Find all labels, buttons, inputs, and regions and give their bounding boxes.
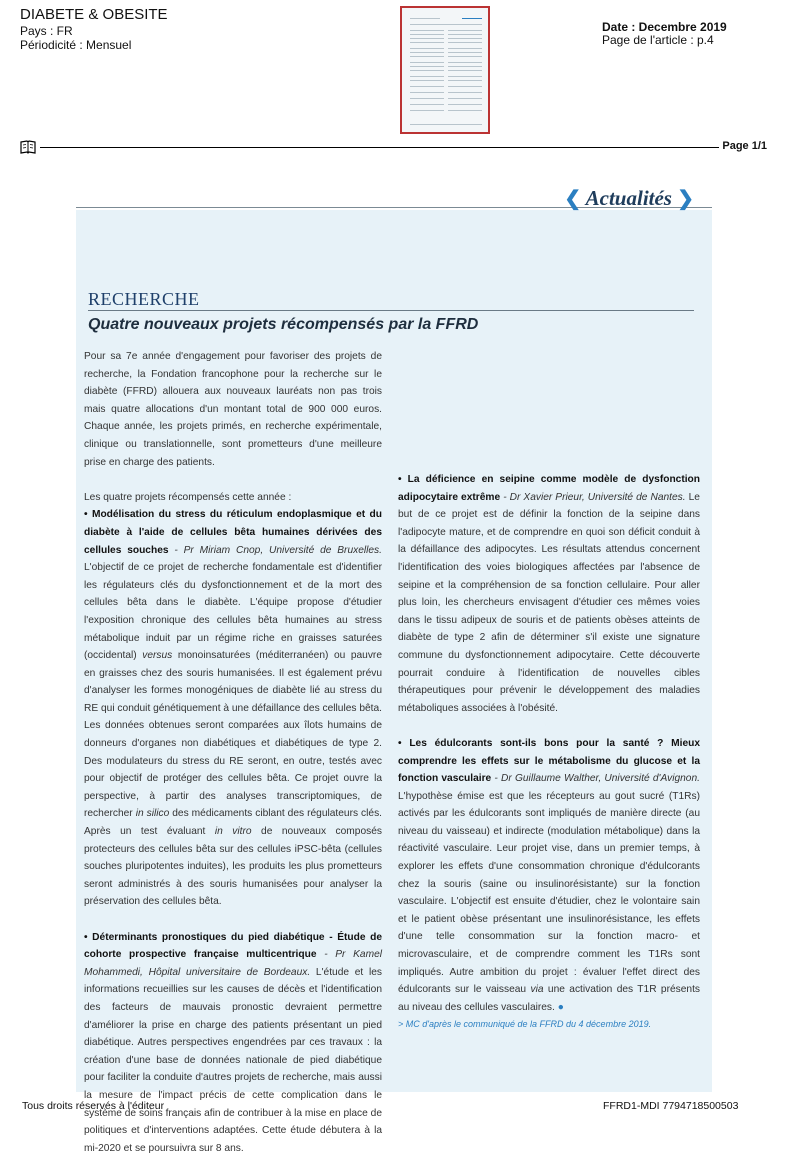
project-2 (84, 929, 382, 1157)
end-mark-icon: ● (557, 1001, 564, 1013)
project-1-title: • Modélisation du stress du réticulum endoplasmique et du diabète à l'aide de cellules bêta humaines dérivées des cellules souches (84, 509, 382, 556)
section-rule (88, 310, 694, 311)
project-3-author: - Dr Xavier Prieur, Université de Nantes. (503, 491, 686, 503)
article-page: Page de l'article : p.4 (602, 33, 714, 47)
column-left (84, 348, 382, 1157)
intro-paragraph: Pour sa 7e année d'engagement pour favoriser des projets de recherche, la Fondation francophone pour la recherche sur le diabète (FFRD) allouera aux nouveaux lauréats non pas trois mais quatre allocations d'un montant total de 900 000 euros. Chaque année, les projets primés, en recherche expérimentale, clinique ou translationnelle, sont prometteurs d'une meilleure prise en charge des patients. (84, 351, 382, 468)
rubric-label: Actualités (585, 186, 672, 210)
issue-date: Date : Decembre 2019 (602, 20, 727, 34)
project-1-author: - Pr Miriam Cnop, Université de Bruxelles. (174, 544, 382, 556)
reference-footer: FFRD1-MDI 7794718500503 (603, 1100, 739, 1112)
page-count: Page 1/1 (722, 140, 767, 152)
chevron-right-icon: ❯ (677, 188, 694, 210)
project-4-title: • Les édulcorants sont-ils bons pour la santé ? Mieux comprendre les effets sur le métabolisme du glucose et la fonction vasculaire (398, 737, 700, 785)
project-1-versus: versus (142, 650, 173, 662)
book-icon (20, 140, 36, 154)
section-heading: RECHERCHE (88, 289, 200, 309)
project-3-title: • La déficience en seipine comme modèle de dysfonction adipocytaire extrême (398, 474, 700, 503)
project-2-text: L'étude et les informations recueillies sur les causes de décès et l'identification des facteurs de mauvais pronostic devraient permettre d'améliorer la prise en charge des patients présentant un pied diabétique. Autres perspectives engendrées par ces travaux : la création d'une base de données nationale de pied diabétique pour faciliter la conduite d'autres projets de recherche, mais aussi la mesure de l'impact précis de cette complication dans le système de soins français afin de contribuer à la mise en place de politiques et d'interventions adaptées. Cette étude débutera à la mi-2020 et se poursuivra sur 8 ans. (84, 966, 382, 1154)
project-1-insilico: in silico (135, 808, 170, 820)
periodicity-label: Périodicité : Mensuel (20, 38, 132, 52)
country-label: Pays : FR (20, 24, 73, 38)
rubric-title (564, 186, 694, 211)
page-thumbnail[interactable] (400, 6, 490, 134)
source-note: > MC d'après le communiqué de la FFRD du 4 décembre 2019. (398, 1019, 652, 1030)
project-1-invitro: in vitro (214, 826, 252, 838)
article-title: Quatre nouveaux projets récompensés par la FFRD (88, 316, 479, 333)
project-1 (84, 506, 382, 911)
project-4-author: - Dr Guillaume Walther, Université d'Avignon. (494, 773, 700, 785)
project-2-title: • Déterminants pronostiques du pied diabétique - Étude de cohorte prospective française multicentrique (84, 931, 382, 961)
column-right (398, 348, 700, 1034)
project-3-text: Le but de ce projet est de définir la fonction de la seipine dans l'adipocyte mature, et de comprendre en quoi son déficit conduit à la défaillance des adipocytes. Les résultats attendus concernent l'identification des voies biologiques affectées par l'absence de seipine et la compréhension de sa fonction cellulaire. Pour aller plus loin, les chercheurs envisagent d'étudier ces mêmes voies dans le tissu adipeux de souris et de patients obèses atteints de diabète de type 2 afin de déterminer s'il existe une signature commune du dysfonctionnement adipocytaire. Cette découverte pourrait conduire à l'identification de nouvelles cibles thérapeutiques pour prévenir le développement des maladies métaboliques associées à l'obésité. (398, 491, 700, 714)
project-4-text-a: L'hypothèse émise est que les récepteurs au gout sucré (T1Rs) activés par les édulcorants sont impliqués de manière directe (au niveau du vaisseau) et indirecte (modulation métabolique) dans la réactivité vasculaire. Leur projet vise, dans un premier temps, à explorer les effets d'une consommation chronique d'édulcorants chez la souris (saine ou insulinorésistante) sur la fonction vasculaire. L'objectif est ensuite d'étudier, chez le volontaire sain et le patient obèse présentant une insulinorésistance, les effets d'une telle consommation sur la fonction macro- et microvasculaire, et de comprendre comment les T1Rs sont impliqués. Autre ambition du projet : évaluer l'effet direct des édulcorants sur le vaisseau (398, 790, 700, 996)
project-1-text-b: monoinsaturées (méditerranéen) ou pauvre en graisses chez des souris humanisées. Il est également prévu d'analyser les formes monogéniques de diabète lié au stress du RE qui conduit génétiquement à une défaillance des cellules bêta. Les données obtenues seront comparées aux îlots humains de donneurs d'organes non diabétiques et diabétiques de type 2. Des modulateurs du stress du RE seront, en outre, testés avec pour objectif de protéger des cellules bêta. Ce projet ouvre la perspective, à partir des analyses transcriptomiques, de rechercher (84, 650, 382, 820)
project-4-text-b: une activation des T1R présents au niveau des cellules vasculaires. (398, 984, 701, 1013)
rights-footer: Tous droits réservés à l'éditeur (22, 1100, 165, 1112)
project-3 (398, 471, 700, 717)
project-4-via: via (530, 984, 544, 996)
project-1-text-d: de nouveaux composés protecteurs des cellules bêta sur des cellules iPSC-bêta (cellules souches pluripotentes induites), les produits les plus prometteurs seront administrés à des souris humanisées pour analyser la préservation des cellules bêta. (84, 826, 382, 908)
page-rule (20, 140, 767, 156)
date-block (602, 21, 727, 47)
chevron-left-icon: ❮ (564, 188, 582, 210)
project-4 (398, 735, 700, 1017)
publication-name: DIABETE & OBESITE (20, 6, 168, 23)
divider-line (40, 147, 719, 148)
lead-paragraph: Les quatre projets récompensés cette année : (84, 491, 292, 503)
project-2-author: - Pr Kamel Mohammedi, Hôpital universitaire de Bordeaux. (84, 949, 382, 978)
project-1-text-a: L'objectif de ce projet de recherche fondamentale est d'identifier les régulateurs clés du dysfonctionnement et de la mort des cellules bêta dans le diabète. L'équipe propose d'étudier l'exposition chronique des cellules bêta humaines au stress métabolique induit par un régime riche en graisses saturées (occidental) (84, 562, 382, 662)
publication-header (20, 6, 168, 52)
project-1-text-c: des médicaments ciblant des régulateurs clés. Après un test évaluant (84, 808, 382, 838)
